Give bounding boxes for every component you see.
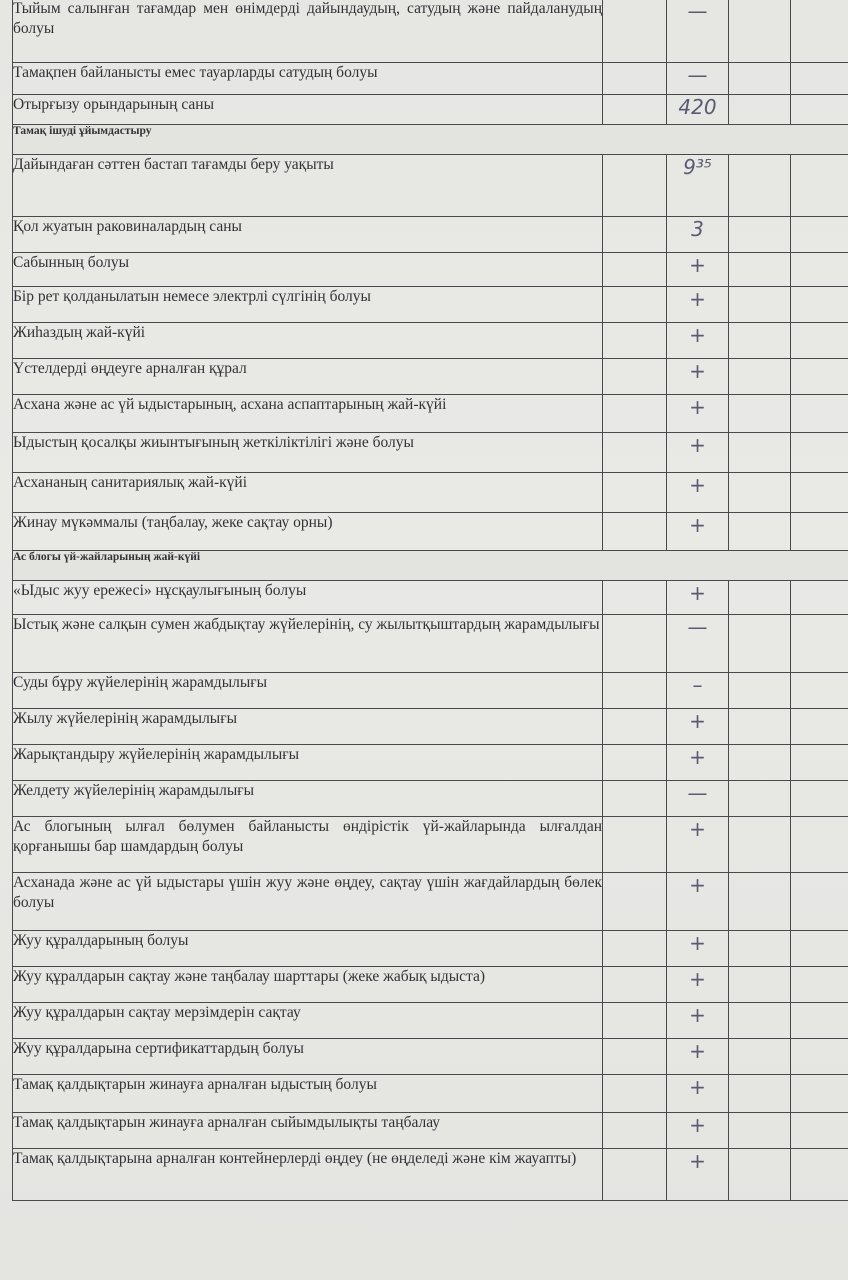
handwritten-mark: — [667,615,729,673]
empty-cell [603,709,667,745]
empty-cell [603,253,667,287]
handwritten-mark: + [667,473,729,513]
empty-cell [791,1075,848,1113]
checklist-row [13,473,848,513]
criterion-text: Сабынның болуы [13,253,603,287]
empty-cell [791,1113,848,1149]
handwritten-mark: + [667,287,729,323]
checklist-body [13,0,848,1201]
handwritten-mark: + [667,967,729,1003]
empty-cell [603,359,667,395]
empty-cell [791,745,848,781]
checklist-row [13,817,848,873]
handwritten-mark: + [667,581,729,615]
checklist-row [13,63,848,95]
handwritten-mark: + [667,1003,729,1039]
empty-cell [791,95,848,125]
empty-cell [603,817,667,873]
checklist-row [13,359,848,395]
empty-cell [729,615,791,673]
handwritten-mark: + [667,709,729,745]
empty-cell [791,873,848,931]
empty-cell [603,217,667,253]
empty-cell [791,359,848,395]
handwritten-mark: + [667,745,729,781]
empty-cell [603,513,667,551]
checklist-row [13,1039,848,1075]
empty-cell [729,1113,791,1149]
empty-cell [791,155,848,217]
empty-cell [729,63,791,95]
empty-cell [729,395,791,433]
criterion-text: Асхана және ас үй ыдыстарының, асхана аспаптарының жай-күйі [13,395,603,433]
checklist-row [13,253,848,287]
empty-cell [791,709,848,745]
empty-cell [791,1039,848,1075]
empty-cell [603,1149,667,1201]
empty-cell [603,287,667,323]
empty-cell [791,781,848,817]
criterion-text: Ас блогының ылғал бөлумен байланысты өндірістік үй-жайларында ылғалдан қорғанышы бар шамдардың болуы [13,817,603,873]
handwritten-mark: 420 [667,95,729,125]
criterion-text: Ыстық және салқын сумен жабдықтау жүйелерінің, су жылытқыштардың жарамдылығы [13,615,603,673]
empty-cell [603,1075,667,1113]
criterion-text: Асханада және ас үй ыдыстары үшін жуу және өңдеу, сақтау үшін жағдайлардың бөлек болуы [13,873,603,931]
criterion-text: Үстелдерді өңдеуге арналған құрал [13,359,603,395]
empty-cell [791,967,848,1003]
checklist-row [13,395,848,433]
handwritten-mark: — [667,0,729,63]
empty-cell [729,0,791,63]
checklist-row [13,615,848,673]
checklist-row [13,217,848,253]
checklist-row [13,1149,848,1201]
handwritten-mark: + [667,253,729,287]
empty-cell [791,63,848,95]
empty-cell [603,615,667,673]
inspection-checklist-table [12,0,848,1201]
checklist-row [13,781,848,817]
empty-cell [729,745,791,781]
empty-cell [791,581,848,615]
empty-cell [603,967,667,1003]
empty-cell [729,1003,791,1039]
criterion-text: Тамақ қалдықтарын жинауға арналған ыдыстың болуы [13,1075,603,1113]
criterion-text: «Ыдыс жуу ережесі» нұсқаулығының болуы [13,581,603,615]
empty-cell [729,1039,791,1075]
section-header-row [13,551,848,581]
checklist-row [13,745,848,781]
empty-cell [729,323,791,359]
checklist-row [13,433,848,473]
checklist-row [13,673,848,709]
empty-cell [603,433,667,473]
handwritten-mark: 9³⁵ [667,155,729,217]
empty-cell [729,513,791,551]
criterion-text: Тамақпен байланысты емес тауарларды сатудың болуы [13,63,603,95]
empty-cell [729,95,791,125]
empty-cell [791,395,848,433]
handwritten-mark: + [667,931,729,967]
empty-cell [603,673,667,709]
empty-cell [729,817,791,873]
empty-cell [729,673,791,709]
empty-cell [729,433,791,473]
empty-cell [603,581,667,615]
checklist-row [13,581,848,615]
empty-cell [791,433,848,473]
empty-cell [791,287,848,323]
empty-cell [603,323,667,359]
criterion-text: Асхананың санитариялық жай-күйі [13,473,603,513]
empty-cell [603,873,667,931]
empty-cell [791,513,848,551]
empty-cell [729,359,791,395]
checklist-row [13,967,848,1003]
criterion-text: Жуу құралдарының болуы [13,931,603,967]
empty-cell [729,781,791,817]
criterion-text: Бір рет қолданылатын немесе электрлі сүлгінің болуы [13,287,603,323]
empty-cell [603,395,667,433]
empty-cell [791,1149,848,1201]
criterion-text: Жинау мүкәммалы (таңбалау, жеке сақтау орны) [13,513,603,551]
empty-cell [791,615,848,673]
criterion-text: Жуу құралдарын сақтау және таңбалау шарттары (жеке жабық ыдыста) [13,967,603,1003]
empty-cell [729,473,791,513]
empty-cell [791,0,848,63]
handwritten-mark: 3 [667,217,729,253]
empty-cell [729,873,791,931]
handwritten-mark: + [667,1149,729,1201]
empty-cell [729,253,791,287]
empty-cell [791,1003,848,1039]
empty-cell [791,253,848,287]
criterion-text: Тыйым салынған тағамдар мен өнімдерді дайындаудың, сатудың және пайдаланудың болуы [13,0,603,63]
empty-cell [791,323,848,359]
empty-cell [791,817,848,873]
criterion-text: Суды бұру жүйелерінің жарамдылығы [13,673,603,709]
handwritten-mark: + [667,817,729,873]
empty-cell [603,1039,667,1075]
empty-cell [603,95,667,125]
checklist-row [13,323,848,359]
criterion-text: Жылу жүйелерінің жарамдылығы [13,709,603,745]
empty-cell [791,217,848,253]
checklist-row [13,873,848,931]
checklist-row [13,1075,848,1113]
empty-cell [729,217,791,253]
criterion-text: Тамақ қалдықтарын жинауға арналған сыйымдылықты таңбалау [13,1113,603,1149]
checklist-row [13,513,848,551]
criterion-text: Тамақ қалдықтарына арналған контейнерлерді өңдеу (не өңделеді және кім жауапты) [13,1149,603,1201]
empty-cell [603,745,667,781]
empty-cell [729,709,791,745]
empty-cell [729,1075,791,1113]
checklist-row [13,0,848,63]
empty-cell [603,63,667,95]
handwritten-mark: + [667,1039,729,1075]
empty-cell [791,473,848,513]
handwritten-mark: – [667,673,729,709]
checklist-row [13,155,848,217]
section-header-row [13,125,848,155]
checklist-row [13,931,848,967]
criterion-text: Дайындаған сәттен бастап тағамды беру уақыты [13,155,603,217]
handwritten-mark: + [667,513,729,551]
section-title: Ас блогы үй-жайларының жай-күйі [13,551,848,581]
empty-cell [603,0,667,63]
handwritten-mark: + [667,359,729,395]
section-title: Тамақ ішуді ұйымдастыру [13,125,848,155]
checklist-row [13,287,848,323]
empty-cell [729,155,791,217]
checklist-row [13,1113,848,1149]
checklist-row [13,709,848,745]
criterion-text: Ыдыстың қосалқы жиынтығының жеткіліктілігі және болуы [13,433,603,473]
empty-cell [603,155,667,217]
criterion-text: Қол жуатын раковиналардың саны [13,217,603,253]
handwritten-mark: — [667,781,729,817]
empty-cell [729,967,791,1003]
criterion-text: Жуу құралдарын сақтау мерзімдерін сақтау [13,1003,603,1039]
empty-cell [791,931,848,967]
empty-cell [603,473,667,513]
empty-cell [603,1113,667,1149]
criterion-text: Жуу құралдарына сертификаттардың болуы [13,1039,603,1075]
handwritten-mark: + [667,433,729,473]
handwritten-mark: + [667,323,729,359]
empty-cell [729,581,791,615]
checklist-row [13,95,848,125]
checklist-row [13,1003,848,1039]
handwritten-mark: + [667,873,729,931]
empty-cell [729,931,791,967]
handwritten-mark: — [667,63,729,95]
empty-cell [603,1003,667,1039]
criterion-text: Желдету жүйелерінің жарамдылығы [13,781,603,817]
empty-cell [729,1149,791,1201]
empty-cell [729,287,791,323]
handwritten-mark: + [667,1075,729,1113]
empty-cell [603,781,667,817]
empty-cell [791,673,848,709]
criterion-text: Отырғызу орындарының саны [13,95,603,125]
empty-cell [603,931,667,967]
criterion-text: Жиһаздың жай-күйі [13,323,603,359]
handwritten-mark: + [667,1113,729,1149]
criterion-text: Жарықтандыру жүйелерінің жарамдылығы [13,745,603,781]
handwritten-mark: + [667,395,729,433]
